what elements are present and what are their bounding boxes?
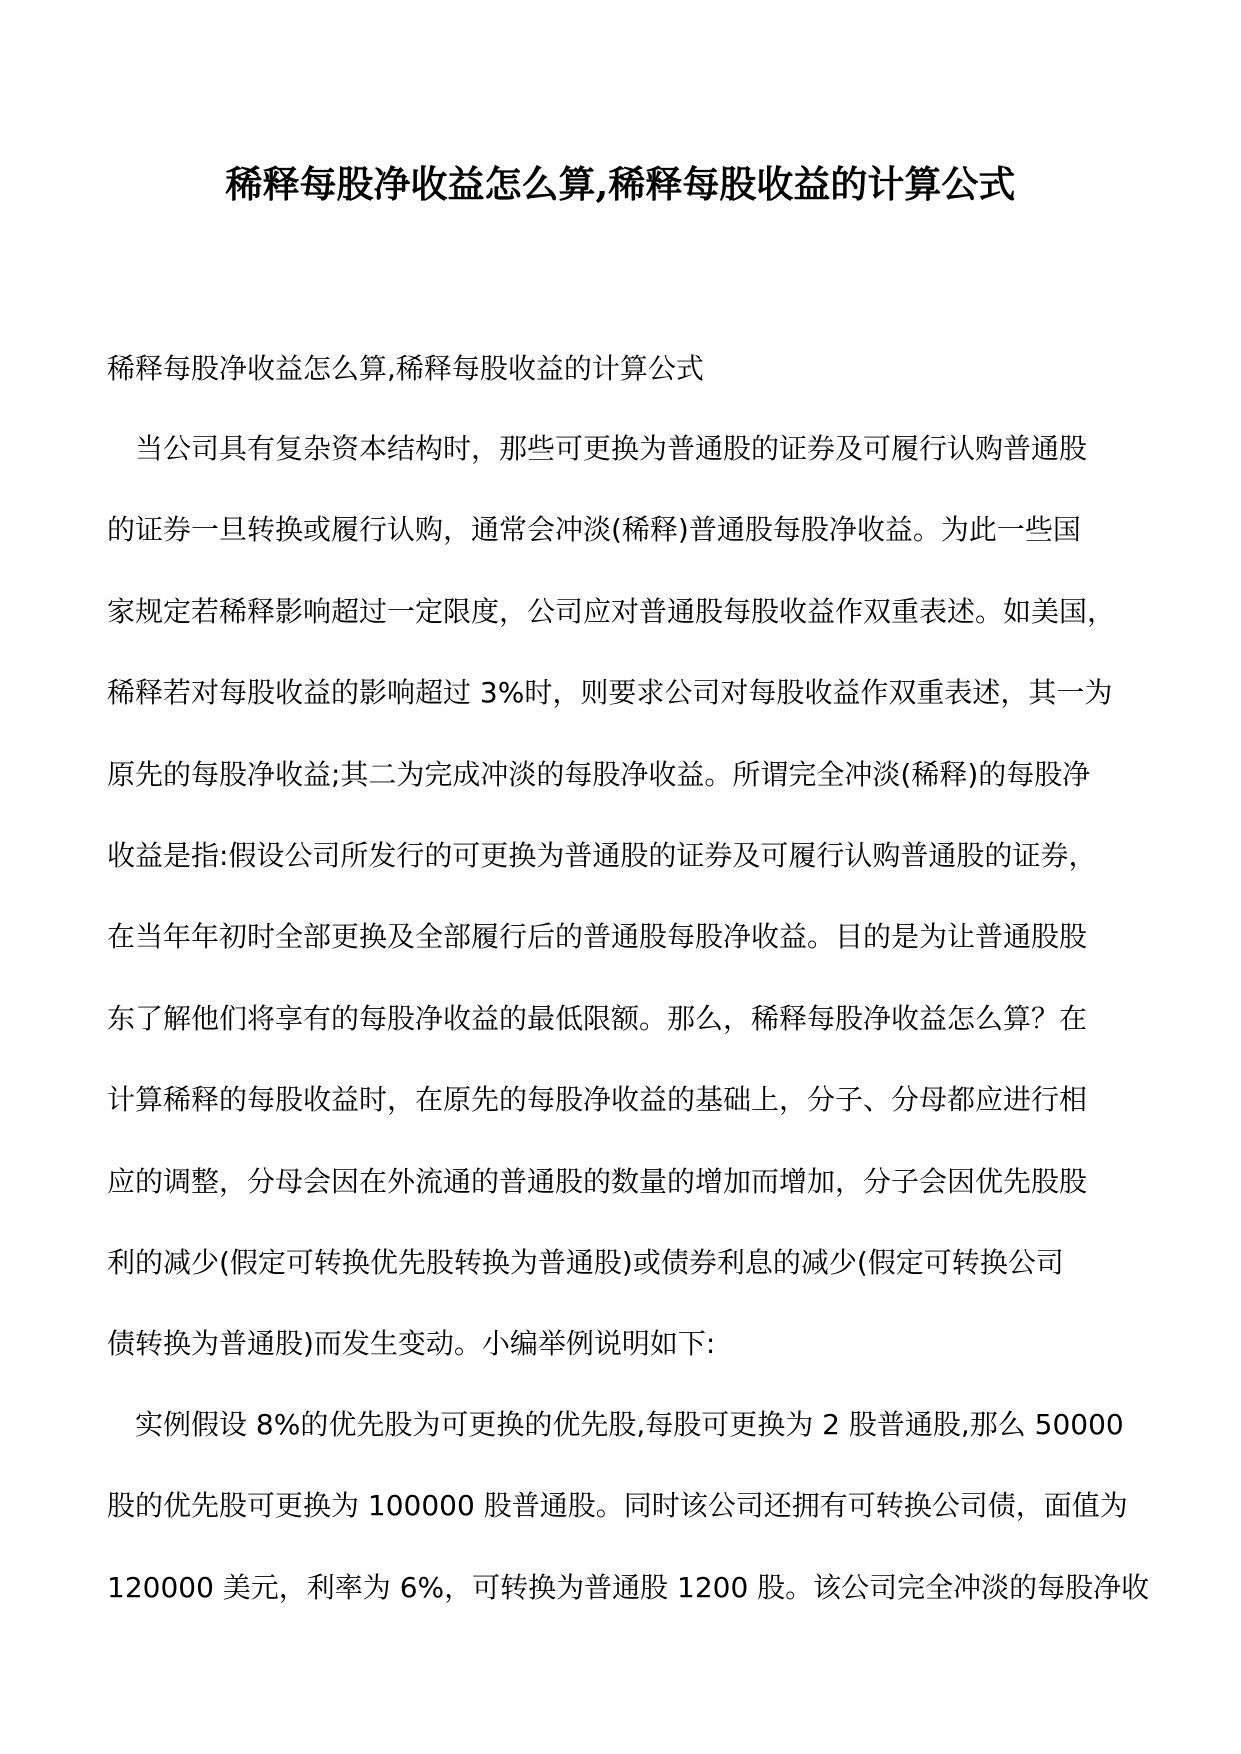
paragraph-line: 计算稀释的每股收益时，在原先的每股净收益的基础上，分子、分母都应进行相 [107,1083,1088,1117]
paragraph-line: 家规定若稀释影响超过一定限度，公司应对普通股每股收益作双重表述。如美国， [107,594,1116,628]
paragraph-1 [107,408,1147,1385]
paragraph-line: 当公司具有复杂资本结构时，那些可更换为普通股的证券及可履行认购普通股 [107,432,1088,465]
paragraph-line: 实例假设 8%的优先股为可更换的优先股,每股可更换为 2 股普通股,那么 50000 [107,1408,1124,1441]
document-subheading: 稀释每股净收益怎么算,稀释每股收益的计算公式 [107,352,704,385]
paragraph-line: 东了解他们将享有的每股净收益的最低限额。那么，稀释每股净收益怎么算？在 [107,1001,1088,1035]
paragraph-line: 120000 美元，利率为 6%，可转换为普通股 1200 股。该公司完全冲淡的每股净收 [107,1570,1150,1604]
paragraph-line: 利的减少(假定可转换优先股转换为普通股)或债券利息的减少(假定可转换公司 [107,1245,1064,1279]
paragraph-line: 收益是指:假设公司所发行的可更换为普通股的证券及可履行认购普通股的证券， [107,838,1097,872]
document-title: 稀释每股净收益怎么算,稀释每股收益的计算公式 [225,162,1016,206]
paragraph-line: 原先的每股净收益;其二为完成冲淡的每股净收益。所谓完全冲淡(稀释)的每股净 [107,757,1091,791]
paragraph-line: 债转换为普通股)而发生变动。小编举例说明如下: [107,1327,716,1361]
paragraph-line: 的证券一旦转换或履行认购，通常会冲淡(稀释)普通股每股净收益。为此一些国 [107,513,1081,547]
paragraph-line: 稀释若对每股收益的影响超过 3%时，则要求公司对每股收益作双重表述，其一为 [107,676,1113,710]
paragraph-line: 应的调整，分母会因在外流通的普通股的数量的增加而增加，分子会因优先股股 [107,1164,1088,1198]
paragraph-line: 在当年年初时全部更换及全部履行后的普通股每股净收益。目的是为让普通股股 [107,920,1088,954]
paragraph-2 [107,1384,1150,1628]
paragraph-line: 股的优先股可更换为 100000 股普通股。同时该公司还拥有可转换公司债，面值为 [107,1489,1128,1523]
